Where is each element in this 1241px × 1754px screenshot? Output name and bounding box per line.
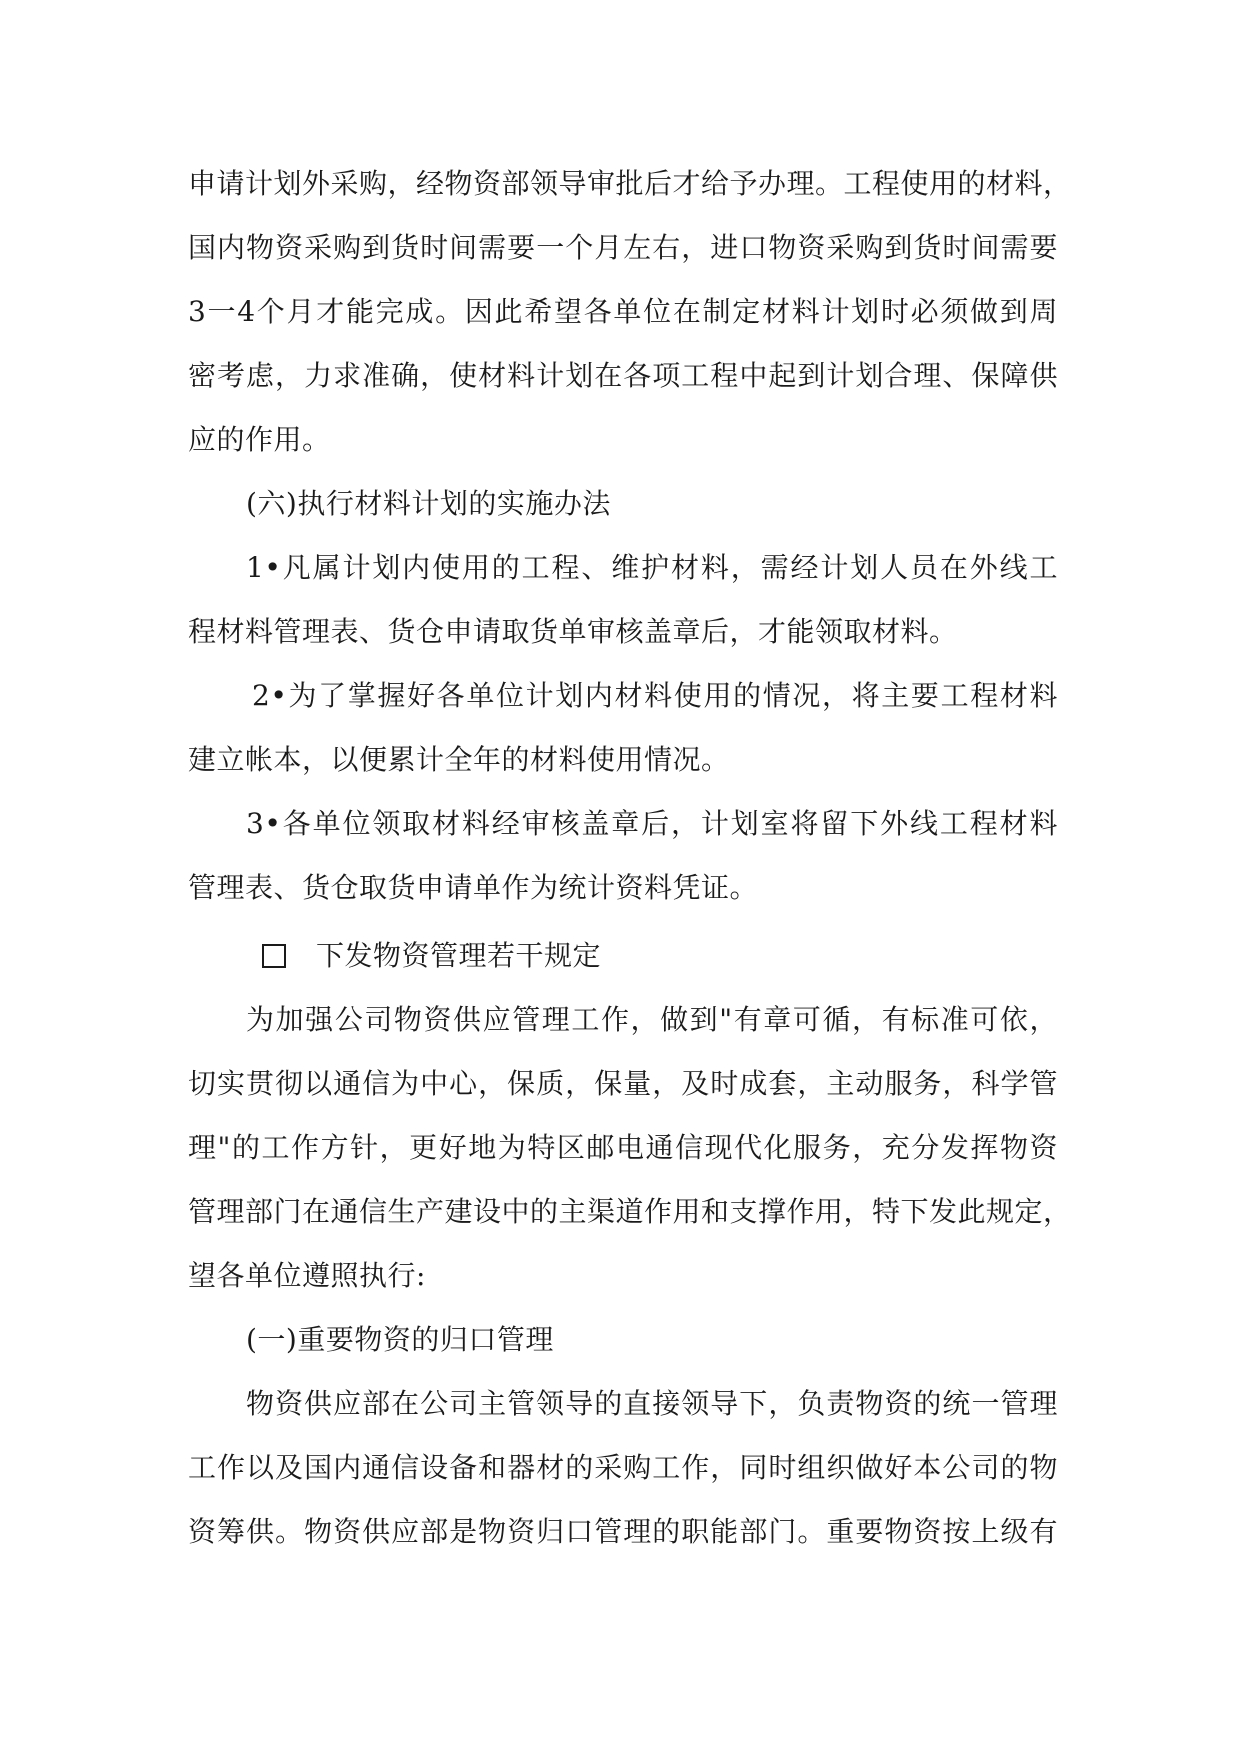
paragraph-line: 切实贯彻以通信为中心，保质，保量，及时成套，主动服务，科学管: [188, 1067, 1058, 1100]
paragraph-line: 理"的工作方针，更好地为特区邮电通信现代化服务，充分发挥物资: [188, 1131, 1058, 1164]
section-heading: (一)重要物资的归口管理: [246, 1323, 554, 1356]
paragraph-line: 3•各单位领取材料经审核盖章后，计划室将留下外线工程材料: [246, 807, 1058, 840]
section-heading: 下发物资管理若干规定: [316, 939, 602, 972]
section-heading: (六)执行材料计划的实施办法: [246, 487, 611, 520]
paragraph-line: 程材料管理表、货仓申请取货单审核盖章后，才能领取材料。: [188, 615, 958, 648]
paragraph-line: 2•为了掌握好各单位计划内材料使用的情况，将主要工程材料: [252, 679, 1058, 712]
paragraph-line: 物资供应部在公司主管领导的直接领导下，负责物资的统一管理: [246, 1387, 1058, 1420]
paragraph-line: 应的作用。: [188, 423, 331, 456]
paragraph-line: 密考虑，力求准确，使材料计划在各项工程中起到计划合理、保障供: [188, 359, 1058, 392]
paragraph-line: 资筹供。物资供应部是物资归口管理的职能部门。重要物资按上级有: [188, 1515, 1058, 1548]
paragraph-line: 申请计划外采购，经物资部领导审批后才给予办理。工程使用的材料，: [188, 167, 1072, 200]
paragraph-line: 望各单位遵照执行:: [188, 1259, 426, 1292]
paragraph-line: 建立帐本，以便累计全年的材料使用情况。: [188, 743, 730, 776]
paragraph-line: 管理部门在通信生产建设中的主渠道作用和支撑作用，特下发此规定，: [188, 1195, 1072, 1228]
checkbox-icon: [262, 944, 286, 968]
paragraph-line: 3一4个月才能完成。因此希望各单位在制定材料计划时必须做到周: [188, 295, 1058, 328]
paragraph-line: 工作以及国内通信设备和器材的采购工作，同时组织做好本公司的物: [188, 1451, 1058, 1484]
paragraph-line: 1•凡属计划内使用的工程、维护材料，需经计划人员在外线工: [246, 551, 1058, 584]
paragraph-line: 国内物资采购到货时间需要一个月左右，进口物资采购到货时间需要: [188, 231, 1058, 264]
paragraph-line: 为加强公司物资供应管理工作，做到"有章可循，有标准可依，: [246, 1003, 1058, 1036]
paragraph-line: 管理表、货仓取货申请单作为统计资料凭证。: [188, 871, 759, 904]
